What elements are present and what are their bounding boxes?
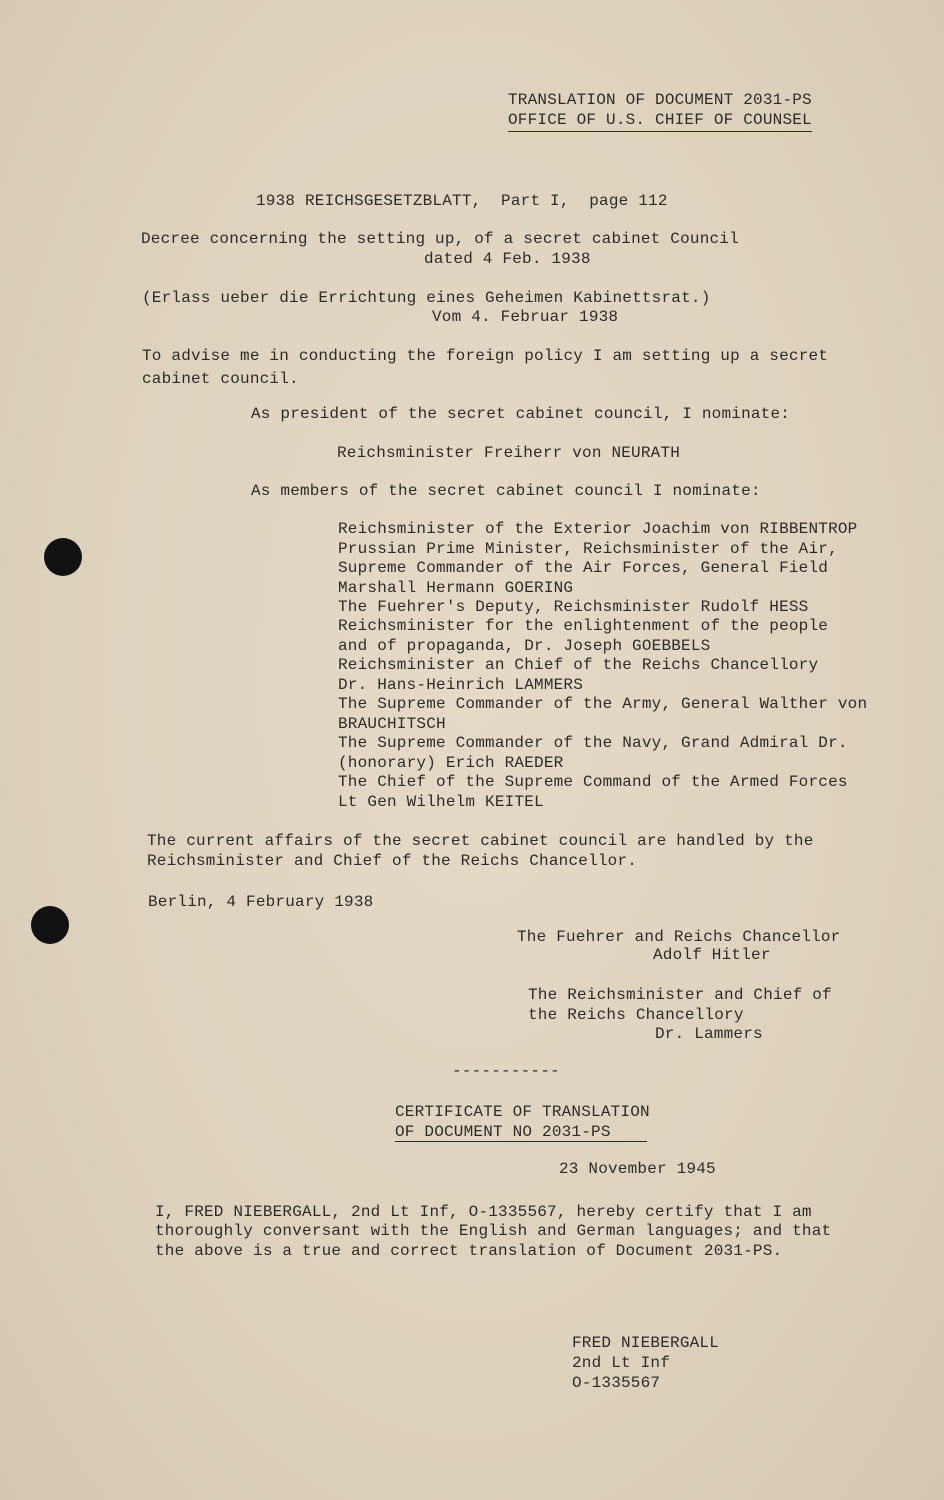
signer-name: FRED NIEBERGALL [572,1334,720,1352]
signature-name: Adolf Hitler [653,946,771,964]
header-line-1: TRANSLATION OF DOCUMENT 2031-PS [508,91,812,109]
members-line: The Supreme Commander of the Army, General Walther von [338,695,868,713]
certificate-text-line-1: I, FRED NIEBERGALL, 2nd Lt Inf, O-1335567, hereby certify that I am [155,1203,812,1221]
members-line: Dr. Hans-Heinrich LAMMERS [338,676,584,694]
decree-title-date: dated 4 Feb. 1938 [424,250,591,268]
affairs-line-2: Reichsminister and Chief of the Reichs Chancellor. [147,852,638,870]
certificate-text-line-3: the above is a true and correct translation of Document 2031-PS. [155,1242,783,1260]
signature-title: The Fuehrer and Reichs Chancellor [517,928,841,946]
members-line: Supreme Commander of the Air Forces, General Field [338,559,829,577]
signer-serial: O-1335567 [572,1374,661,1392]
separator-line: ----------- [452,1062,560,1080]
punch-hole-bottom [31,906,69,944]
intro-line-1: To advise me in conducting the foreign policy I am setting up a secret [142,347,829,365]
members-intro: As members of the secret cabinet council I nominate: [251,482,761,500]
members-line: (honorary) Erich RAEDER [338,754,564,772]
members-line: Lt Gen Wilhelm KEITEL [338,793,544,811]
president-name: Reichsminister Freiherr von NEURATH [337,444,681,462]
signer-rank: 2nd Lt Inf [572,1354,671,1372]
members-line: The Chief of the Supreme Command of the Armed Forces [338,773,848,791]
header-line-2: OFFICE OF U.S. CHIEF OF COUNSEL [508,111,812,132]
countersign-line-1: The Reichsminister and Chief of [528,986,832,1004]
german-title-line-1: (Erlass ueber die Errichtung eines Geheimen Kabinettsrat.) [142,289,711,307]
members-line: Prussian Prime Minister, Reichsminister of the Air, [338,540,838,558]
german-title-date: Vom 4. Februar 1938 [432,308,619,326]
members-line: The Supreme Commander of the Navy, Grand Admiral Dr. [338,734,848,752]
members-line: Reichsminister for the enlightenment of the people [338,617,829,635]
affairs-line-1: The current affairs of the secret cabinet council are handled by the [147,832,814,850]
countersign-line-2: the Reichs Chancellory [528,1006,744,1024]
members-line: and of propaganda, Dr. Joseph GOEBBELS [338,637,711,655]
certificate-title-2: OF DOCUMENT NO 2031-PS [395,1123,611,1141]
decree-title-line-1: Decree concerning the setting up, of a secret cabinet Council [141,230,739,248]
members-line: Marshall Hermann GOERING [338,579,574,597]
members-line: Reichsminister of the Exterior Joachim von RIBBENTROP [338,520,858,538]
countersign-name: Dr. Lammers [655,1025,763,1043]
certificate-date: 23 November 1945 [559,1160,716,1178]
certificate-underline [395,1141,647,1142]
members-line: The Fuehrer's Deputy, Reichsminister Rudolf HESS [338,598,809,616]
place-and-date: Berlin, 4 February 1938 [148,893,374,911]
punch-hole-top [44,538,82,576]
certificate-text-line-2: thoroughly conversant with the English and German languages; and that [155,1222,832,1240]
members-line: BRAUCHITSCH [338,715,446,733]
intro-line-2: cabinet council. [142,370,299,388]
president-intro: As president of the secret cabinet council, I nominate: [251,405,791,423]
citation: 1938 REICHSGESETZBLATT, Part I, page 112 [256,192,668,210]
certificate-title-1: CERTIFICATE OF TRANSLATION [395,1103,650,1121]
members-line: Reichsminister an Chief of the Reichs Chancellory [338,656,819,674]
